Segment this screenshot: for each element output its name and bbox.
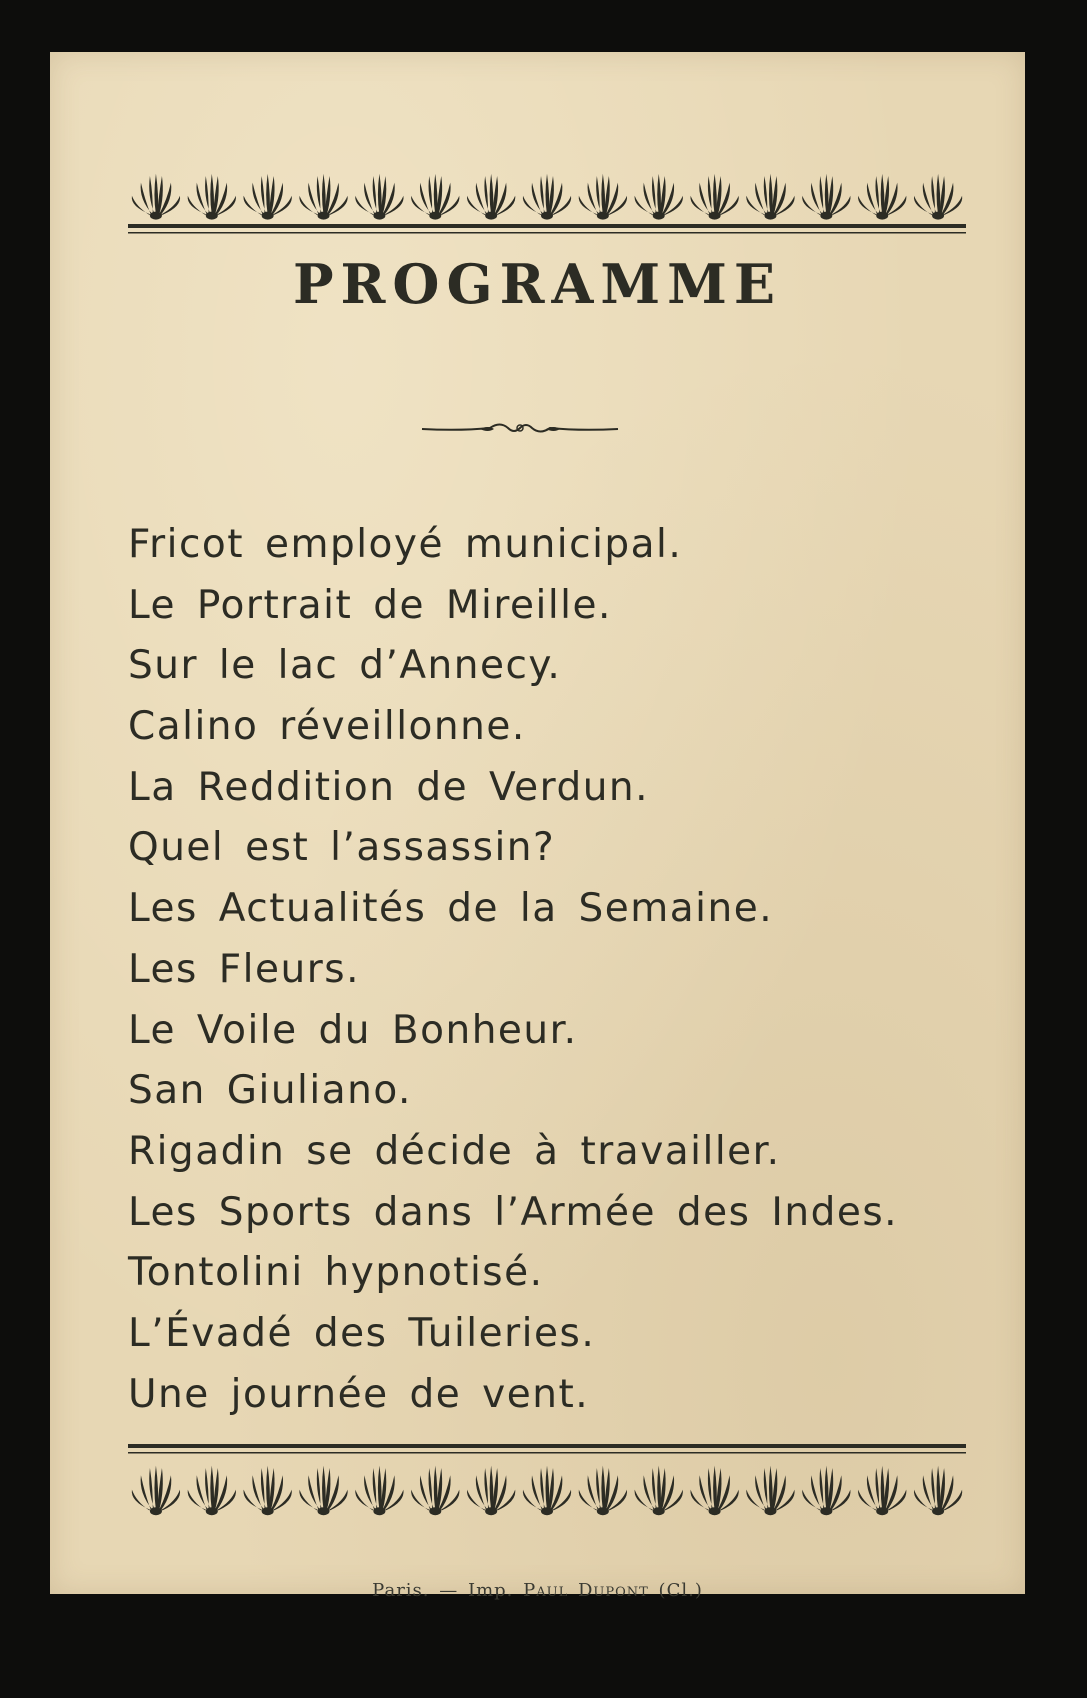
palmette-frieze-top-icon xyxy=(128,120,966,244)
film-item: L’Évadé des Tuileries. xyxy=(128,1310,596,1356)
film-item: Quel est l’assassin? xyxy=(128,825,556,871)
film-item: Le Portrait de Mireille. xyxy=(128,582,612,628)
imprint-separator: — xyxy=(439,1580,459,1601)
film-item: Fricot employé municipal. xyxy=(128,522,683,567)
film-item: Sur le lac d’Annecy. xyxy=(128,643,562,689)
film-item: Calino réveillonne. xyxy=(128,704,526,750)
film-item: Les Fleurs. xyxy=(128,946,360,992)
film-item: La Reddition de Verdun. xyxy=(128,764,650,810)
palmette-frieze-bottom-icon xyxy=(128,1442,966,1522)
film-item: San Giuliano. xyxy=(128,1068,412,1114)
film-item: Rigadin se décide à travailler. xyxy=(128,1128,781,1174)
imprint-printer: Paul Dupont xyxy=(523,1580,649,1601)
film-item: Les Actualités de la Semaine. xyxy=(128,886,774,932)
flourish-divider-icon xyxy=(420,417,620,441)
imprint-place: Paris. xyxy=(372,1580,430,1601)
printer-imprint xyxy=(50,1580,1025,1601)
programme-title: PROGRAMME xyxy=(292,252,783,316)
imprint-label: Imp. xyxy=(467,1580,514,1601)
film-list xyxy=(128,515,998,1425)
film-item: Le Voile du Bonheur. xyxy=(128,1007,578,1053)
imprint-suffix: (Cl.) xyxy=(658,1580,703,1601)
film-item: Les Sports dans l’Armée des Indes. xyxy=(128,1189,899,1235)
film-item: Tontolini hypnotisé. xyxy=(128,1250,544,1296)
programme-card xyxy=(50,52,1025,1601)
film-item: Une journée de vent. xyxy=(128,1371,590,1417)
